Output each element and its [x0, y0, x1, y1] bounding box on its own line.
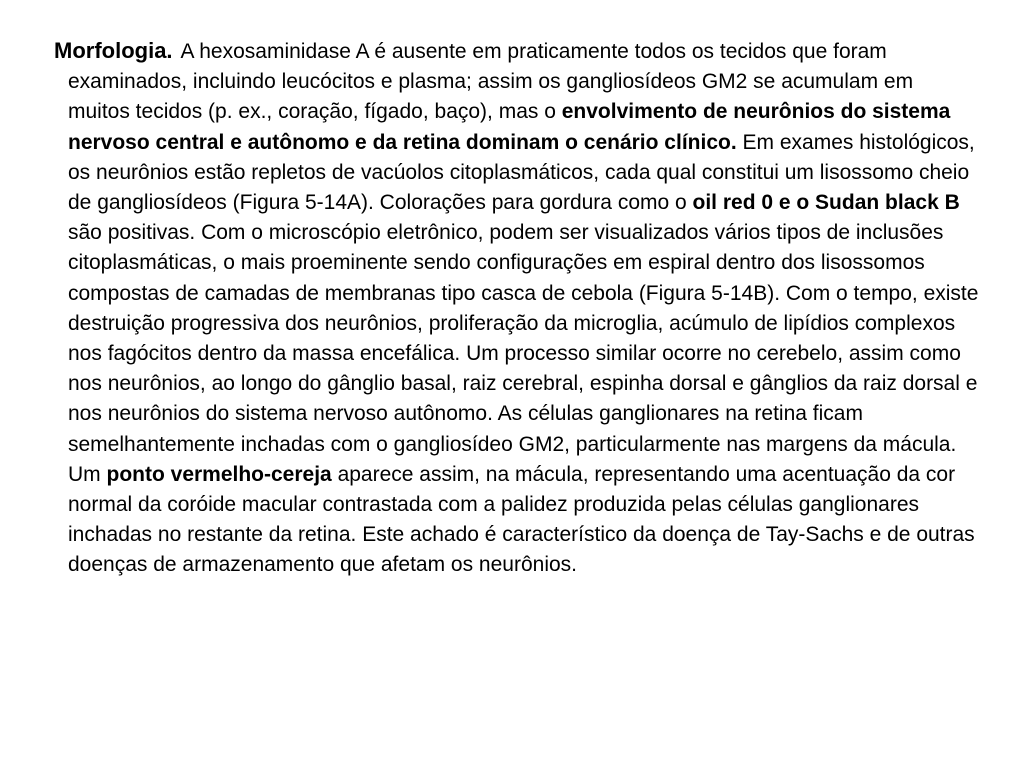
text-run: aparece assim, na mácula, representando uma acentuação da cor normal da coróide macular contrastada com a palidez produzida pelas células ganglionares inchadas no restante da retina. Este achado é característico da doença de Tay-Sachs e de outras doenças de armazenamento que afetam os neurônios.	[68, 462, 975, 577]
text-run: Em exames histológicos, os neurônios estão repletos de vacúolos citoplasmáticos, cada qual constitui um lisossomo cheio de gangliosídeos (Figura 5-14A). Colorações para gordura como o	[68, 130, 975, 215]
text-run: A hexosaminidase A é ausente em praticamente todos os tecidos que foram examinados, incluindo leucócitos e plasma; assim os gangliosídeos GM2 se acumulam em muitos tecidos (p. ex., coração, fígado, baço), mas o	[68, 40, 914, 124]
text-run-bold: oil red 0 e o Sudan black B	[692, 191, 960, 215]
text-run: são positivas. Com o microscópio eletrônico, podem ser visualizados vários tipos de inclusões citoplasmáticas, o mais proeminente sendo configurações em espiral dentro dos lisossomos compostas de camadas de membranas tipo casca de cebola (Figura 5-14B). Com o tempo, existe destruição progressiva dos neurônios, proliferação da microglia, acúmulo de lipídios complexos nos fagócitos dentro da massa encefálica. Um processo similar ocorre no cerebelo, assim como nos neurônios, ao longo do gânglio basal, raiz cerebral, espinha dorsal e gânglios da raiz dorsal e nos neurônios do sistema nervoso autônomo. As células ganglionares na retina ficam semelhantemente inchadas com o gangliosídeo GM2, particularmente nas margens da mácula. Um	[68, 221, 979, 486]
text-run-bold: ponto vermelho-cereja	[106, 462, 332, 486]
section-heading: Morfologia.	[54, 38, 173, 63]
text-run-bold: envolvimento de neurônios do sistema nervoso central e autônomo e da retina dominam o cenário clínico.	[68, 100, 951, 154]
body-paragraph	[54, 36, 980, 581]
